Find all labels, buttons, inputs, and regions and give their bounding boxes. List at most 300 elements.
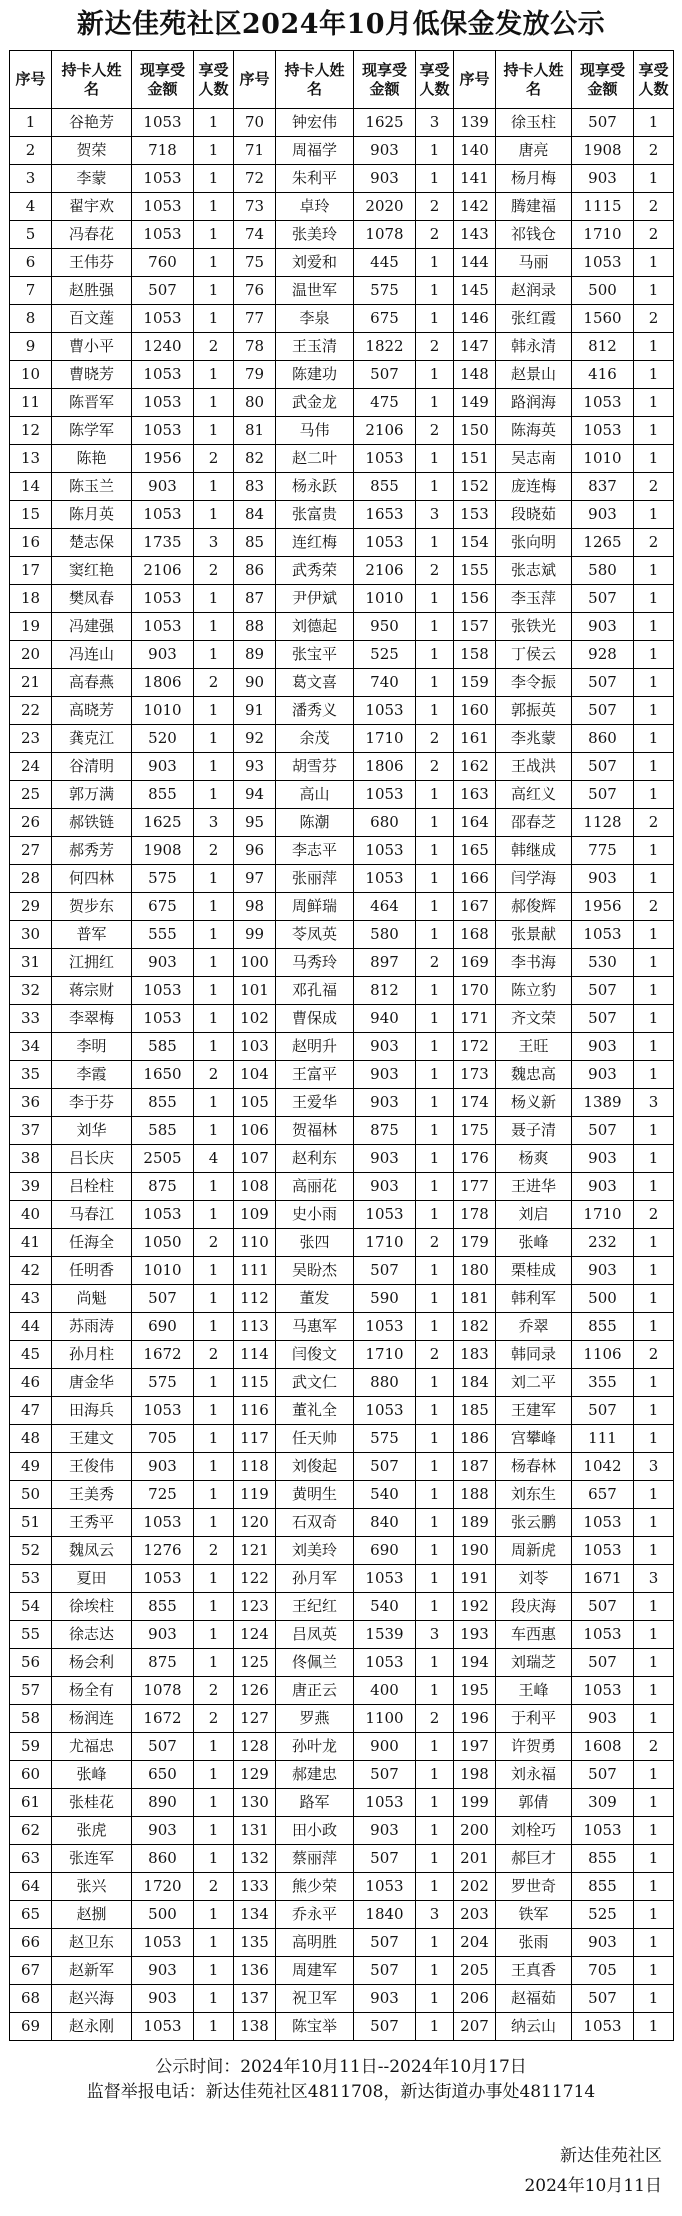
holder-name-cell: 武秀荣 bbox=[276, 557, 354, 585]
amount-cell: 855 bbox=[132, 781, 194, 809]
amount-cell: 1053 bbox=[354, 697, 416, 725]
amount-cell: 540 bbox=[354, 1481, 416, 1509]
persons-cell: 2 bbox=[634, 809, 674, 837]
holder-name-cell: 葛文喜 bbox=[276, 669, 354, 697]
persons-cell: 1 bbox=[634, 1761, 674, 1789]
table-row bbox=[10, 1453, 674, 1481]
holder-name-cell: 潘秀义 bbox=[276, 697, 354, 725]
amount-cell: 900 bbox=[354, 1733, 416, 1761]
table-row bbox=[10, 1537, 674, 1565]
serial-cell: 54 bbox=[10, 1593, 52, 1621]
serial-cell: 111 bbox=[234, 1257, 276, 1285]
holder-name-cell: 吕长庆 bbox=[52, 1145, 132, 1173]
table-row bbox=[10, 1257, 674, 1285]
holder-name-cell: 韩同录 bbox=[496, 1341, 572, 1369]
serial-cell: 182 bbox=[454, 1313, 496, 1341]
amount-cell: 507 bbox=[572, 753, 634, 781]
serial-cell: 162 bbox=[454, 753, 496, 781]
holder-name-cell: 庞连梅 bbox=[496, 473, 572, 501]
holder-name-cell: 苓凤英 bbox=[276, 921, 354, 949]
serial-cell: 160 bbox=[454, 697, 496, 725]
table-body bbox=[10, 109, 674, 2041]
holder-name-cell: 陈宝举 bbox=[276, 2013, 354, 2041]
amount-cell: 1053 bbox=[132, 165, 194, 193]
amount-cell: 903 bbox=[132, 949, 194, 977]
table-row bbox=[10, 1733, 674, 1761]
persons-cell: 1 bbox=[416, 1033, 454, 1061]
holder-name-cell: 李玉萍 bbox=[496, 585, 572, 613]
persons-cell: 1 bbox=[194, 137, 234, 165]
serial-cell: 39 bbox=[10, 1173, 52, 1201]
persons-cell: 1 bbox=[634, 333, 674, 361]
amount-cell: 464 bbox=[354, 893, 416, 921]
serial-cell: 186 bbox=[454, 1425, 496, 1453]
serial-cell: 32 bbox=[10, 977, 52, 1005]
holder-name-cell: 曹小平 bbox=[52, 333, 132, 361]
amount-cell: 500 bbox=[132, 1901, 194, 1929]
table-row bbox=[10, 1089, 674, 1117]
holder-name-cell: 陈立豹 bbox=[496, 977, 572, 1005]
amount-cell: 2106 bbox=[354, 417, 416, 445]
holder-name-cell: 郭振英 bbox=[496, 697, 572, 725]
amount-cell: 111 bbox=[572, 1425, 634, 1453]
notice-block bbox=[0, 2055, 682, 2105]
persons-cell: 1 bbox=[634, 1901, 674, 1929]
persons-cell: 1 bbox=[194, 641, 234, 669]
serial-cell: 144 bbox=[454, 249, 496, 277]
table-row bbox=[10, 249, 674, 277]
table-row bbox=[10, 1985, 674, 2013]
persons-cell: 2 bbox=[416, 1229, 454, 1257]
persons-cell: 1 bbox=[416, 1117, 454, 1145]
holder-name-cell: 张志斌 bbox=[496, 557, 572, 585]
amount-cell: 445 bbox=[354, 249, 416, 277]
persons-cell: 1 bbox=[194, 1761, 234, 1789]
amount-cell: 1053 bbox=[132, 501, 194, 529]
holder-name-cell: 何四林 bbox=[52, 865, 132, 893]
persons-cell: 1 bbox=[416, 809, 454, 837]
amount-cell: 718 bbox=[132, 137, 194, 165]
amount-cell: 540 bbox=[354, 1593, 416, 1621]
holder-name-cell: 孙月军 bbox=[276, 1565, 354, 1593]
amount-cell: 580 bbox=[572, 557, 634, 585]
header-serial: 序号 bbox=[454, 51, 496, 109]
holder-name-cell: 武金龙 bbox=[276, 389, 354, 417]
serial-cell: 127 bbox=[234, 1705, 276, 1733]
persons-cell: 1 bbox=[194, 585, 234, 613]
holder-name-cell: 张富贵 bbox=[276, 501, 354, 529]
holder-name-cell: 谷清明 bbox=[52, 753, 132, 781]
amount-cell: 1710 bbox=[354, 1229, 416, 1257]
amount-cell: 860 bbox=[132, 1845, 194, 1873]
persons-cell: 1 bbox=[416, 865, 454, 893]
amount-cell: 875 bbox=[354, 1117, 416, 1145]
amount-cell: 585 bbox=[132, 1117, 194, 1145]
holder-name-cell: 高红义 bbox=[496, 781, 572, 809]
table-row bbox=[10, 1173, 674, 1201]
serial-cell: 43 bbox=[10, 1285, 52, 1313]
amount-cell: 400 bbox=[354, 1677, 416, 1705]
amount-cell: 903 bbox=[132, 473, 194, 501]
amount-cell: 1625 bbox=[132, 809, 194, 837]
holder-name-cell: 李书海 bbox=[496, 949, 572, 977]
holder-name-cell: 李蒙 bbox=[52, 165, 132, 193]
holder-name-cell: 董礼全 bbox=[276, 1397, 354, 1425]
table-row bbox=[10, 333, 674, 361]
persons-cell: 1 bbox=[416, 1453, 454, 1481]
persons-cell: 1 bbox=[416, 1845, 454, 1873]
amount-cell: 1053 bbox=[132, 613, 194, 641]
holder-name-cell: 刘德起 bbox=[276, 613, 354, 641]
serial-cell: 23 bbox=[10, 725, 52, 753]
persons-cell: 1 bbox=[634, 725, 674, 753]
amount-cell: 1053 bbox=[132, 1565, 194, 1593]
amount-cell: 1822 bbox=[354, 333, 416, 361]
persons-cell: 1 bbox=[634, 641, 674, 669]
amount-cell: 950 bbox=[354, 613, 416, 641]
amount-cell: 880 bbox=[354, 1369, 416, 1397]
holder-name-cell: 唐金华 bbox=[52, 1369, 132, 1397]
serial-cell: 41 bbox=[10, 1229, 52, 1257]
amount-cell: 507 bbox=[572, 1985, 634, 2013]
persons-cell: 2 bbox=[634, 221, 674, 249]
holder-name-cell: 李泉 bbox=[276, 305, 354, 333]
hotline-text: 监督举报电话：新达佳苑社区4811708，新达街道办事处4811714 bbox=[86, 2082, 596, 2102]
persons-cell: 1 bbox=[194, 2013, 234, 2041]
serial-cell: 81 bbox=[234, 417, 276, 445]
amount-cell: 507 bbox=[572, 669, 634, 697]
serial-cell: 171 bbox=[454, 1005, 496, 1033]
persons-cell: 1 bbox=[634, 361, 674, 389]
amount-cell: 580 bbox=[354, 921, 416, 949]
holder-name-cell: 郭倩 bbox=[496, 1789, 572, 1817]
holder-name-cell: 王玉清 bbox=[276, 333, 354, 361]
table-row bbox=[10, 1033, 674, 1061]
table-row bbox=[10, 1845, 674, 1873]
serial-cell: 67 bbox=[10, 1957, 52, 1985]
serial-cell: 165 bbox=[454, 837, 496, 865]
holder-name-cell: 杨全有 bbox=[52, 1677, 132, 1705]
serial-cell: 106 bbox=[234, 1117, 276, 1145]
persons-cell: 1 bbox=[634, 1649, 674, 1677]
amount-cell: 355 bbox=[572, 1369, 634, 1397]
persons-cell: 1 bbox=[194, 613, 234, 641]
holder-name-cell: 杨春林 bbox=[496, 1453, 572, 1481]
table-row bbox=[10, 1313, 674, 1341]
signature-block bbox=[0, 2141, 682, 2201]
amount-cell: 1840 bbox=[354, 1901, 416, 1929]
persons-cell: 2 bbox=[194, 1061, 234, 1089]
holder-name-cell: 刘东生 bbox=[496, 1481, 572, 1509]
serial-cell: 99 bbox=[234, 921, 276, 949]
amount-cell: 903 bbox=[572, 1257, 634, 1285]
serial-cell: 145 bbox=[454, 277, 496, 305]
persons-cell: 1 bbox=[194, 1201, 234, 1229]
amount-cell: 903 bbox=[572, 1145, 634, 1173]
serial-cell: 176 bbox=[454, 1145, 496, 1173]
serial-cell: 183 bbox=[454, 1341, 496, 1369]
holder-name-cell: 徐玉柱 bbox=[496, 109, 572, 137]
header-amount: 现享受金额 bbox=[132, 51, 194, 109]
holder-name-cell: 陈建功 bbox=[276, 361, 354, 389]
amount-cell: 903 bbox=[132, 1621, 194, 1649]
holder-name-cell: 张向明 bbox=[496, 529, 572, 557]
serial-cell: 76 bbox=[234, 277, 276, 305]
amount-cell: 903 bbox=[132, 1453, 194, 1481]
serial-cell: 121 bbox=[234, 1537, 276, 1565]
serial-cell: 96 bbox=[234, 837, 276, 865]
persons-cell: 1 bbox=[194, 1957, 234, 1985]
serial-cell: 181 bbox=[454, 1285, 496, 1313]
persons-cell: 1 bbox=[194, 109, 234, 137]
table-row bbox=[10, 305, 674, 333]
holder-name-cell: 张红霞 bbox=[496, 305, 572, 333]
amount-cell: 1053 bbox=[572, 389, 634, 417]
persons-cell: 2 bbox=[194, 445, 234, 473]
persons-cell: 1 bbox=[634, 977, 674, 1005]
amount-cell: 1053 bbox=[132, 1201, 194, 1229]
serial-cell: 132 bbox=[234, 1845, 276, 1873]
holder-name-cell: 尹伊斌 bbox=[276, 585, 354, 613]
holder-name-cell: 陈海英 bbox=[496, 417, 572, 445]
table-row bbox=[10, 501, 674, 529]
serial-cell: 45 bbox=[10, 1341, 52, 1369]
persons-cell: 1 bbox=[416, 1481, 454, 1509]
serial-cell: 92 bbox=[234, 725, 276, 753]
serial-cell: 97 bbox=[234, 865, 276, 893]
table-row bbox=[10, 277, 674, 305]
amount-cell: 903 bbox=[354, 1061, 416, 1089]
amount-cell: 890 bbox=[132, 1789, 194, 1817]
amount-cell: 507 bbox=[132, 277, 194, 305]
persons-cell: 1 bbox=[416, 249, 454, 277]
persons-cell: 1 bbox=[194, 865, 234, 893]
amount-cell: 530 bbox=[572, 949, 634, 977]
serial-cell: 82 bbox=[234, 445, 276, 473]
serial-cell: 201 bbox=[454, 1845, 496, 1873]
serial-cell: 75 bbox=[234, 249, 276, 277]
amount-cell: 507 bbox=[354, 2013, 416, 2041]
header-holder-name: 持卡人姓名 bbox=[496, 51, 572, 109]
amount-cell: 903 bbox=[572, 1705, 634, 1733]
serial-cell: 124 bbox=[234, 1621, 276, 1649]
serial-cell: 114 bbox=[234, 1341, 276, 1369]
persons-cell: 1 bbox=[416, 1509, 454, 1537]
serial-cell: 33 bbox=[10, 1005, 52, 1033]
amount-cell: 903 bbox=[132, 753, 194, 781]
table-row bbox=[10, 725, 674, 753]
holder-name-cell: 马春江 bbox=[52, 1201, 132, 1229]
amount-cell: 1053 bbox=[132, 221, 194, 249]
amount-cell: 1053 bbox=[572, 1509, 634, 1537]
holder-name-cell: 杨爽 bbox=[496, 1145, 572, 1173]
amount-cell: 555 bbox=[132, 921, 194, 949]
serial-cell: 64 bbox=[10, 1873, 52, 1901]
amount-cell: 903 bbox=[354, 1033, 416, 1061]
persons-cell: 3 bbox=[634, 1453, 674, 1481]
table-row bbox=[10, 1593, 674, 1621]
holder-name-cell: 张峰 bbox=[496, 1229, 572, 1257]
serial-cell: 175 bbox=[454, 1117, 496, 1145]
persons-cell: 1 bbox=[194, 221, 234, 249]
amount-cell: 903 bbox=[354, 137, 416, 165]
holder-name-cell: 孙叶龙 bbox=[276, 1733, 354, 1761]
serial-cell: 131 bbox=[234, 1817, 276, 1845]
table-row bbox=[10, 473, 674, 501]
amount-cell: 1653 bbox=[354, 501, 416, 529]
persons-cell: 1 bbox=[194, 361, 234, 389]
persons-cell: 1 bbox=[194, 473, 234, 501]
persons-cell: 1 bbox=[634, 389, 674, 417]
persons-cell: 1 bbox=[194, 1817, 234, 1845]
serial-cell: 95 bbox=[234, 809, 276, 837]
holder-name-cell: 王美秀 bbox=[52, 1481, 132, 1509]
amount-cell: 1053 bbox=[132, 1929, 194, 1957]
holder-name-cell: 周建军 bbox=[276, 1957, 354, 1985]
persons-cell: 1 bbox=[634, 1145, 674, 1173]
serial-cell: 122 bbox=[234, 1565, 276, 1593]
persons-cell: 1 bbox=[194, 1285, 234, 1313]
amount-cell: 416 bbox=[572, 361, 634, 389]
persons-cell: 1 bbox=[194, 1033, 234, 1061]
holder-name-cell: 尚魁 bbox=[52, 1285, 132, 1313]
persons-cell: 1 bbox=[416, 837, 454, 865]
table-row bbox=[10, 1649, 674, 1677]
persons-cell: 1 bbox=[416, 277, 454, 305]
persons-cell: 1 bbox=[194, 725, 234, 753]
serial-cell: 65 bbox=[10, 1901, 52, 1929]
persons-cell: 1 bbox=[416, 669, 454, 697]
persons-cell: 1 bbox=[634, 949, 674, 977]
amount-cell: 1710 bbox=[572, 1201, 634, 1229]
holder-name-cell: 高丽花 bbox=[276, 1173, 354, 1201]
serial-cell: 90 bbox=[234, 669, 276, 697]
serial-cell: 173 bbox=[454, 1061, 496, 1089]
persons-cell: 2 bbox=[194, 1873, 234, 1901]
persons-cell: 1 bbox=[634, 1677, 674, 1705]
holder-name-cell: 王爱华 bbox=[276, 1089, 354, 1117]
amount-cell: 675 bbox=[354, 305, 416, 333]
persons-cell: 1 bbox=[416, 585, 454, 613]
persons-cell: 3 bbox=[634, 1565, 674, 1593]
holder-name-cell: 吕栓柱 bbox=[52, 1173, 132, 1201]
persons-cell: 1 bbox=[634, 1481, 674, 1509]
persons-cell: 1 bbox=[634, 109, 674, 137]
persons-cell: 1 bbox=[634, 1789, 674, 1817]
persons-cell: 4 bbox=[194, 1145, 234, 1173]
table-row bbox=[10, 109, 674, 137]
persons-cell: 1 bbox=[194, 249, 234, 277]
table-row bbox=[10, 389, 674, 417]
amount-cell: 507 bbox=[572, 1397, 634, 1425]
amount-cell: 1053 bbox=[354, 865, 416, 893]
persons-cell: 2 bbox=[416, 725, 454, 753]
amount-cell: 675 bbox=[132, 893, 194, 921]
serial-cell: 164 bbox=[454, 809, 496, 837]
amount-cell: 507 bbox=[354, 1761, 416, 1789]
amount-cell: 575 bbox=[132, 865, 194, 893]
serial-cell: 191 bbox=[454, 1565, 496, 1593]
header-holder-name: 持卡人姓名 bbox=[52, 51, 132, 109]
persons-cell: 1 bbox=[194, 1845, 234, 1873]
persons-cell: 1 bbox=[416, 1145, 454, 1173]
holder-name-cell: 刘启 bbox=[496, 1201, 572, 1229]
holder-name-cell: 张连军 bbox=[52, 1845, 132, 1873]
serial-cell: 40 bbox=[10, 1201, 52, 1229]
persons-cell: 1 bbox=[194, 1593, 234, 1621]
holder-name-cell: 翟宇欢 bbox=[52, 193, 132, 221]
holder-name-cell: 马惠军 bbox=[276, 1313, 354, 1341]
holder-name-cell: 曹晓芳 bbox=[52, 361, 132, 389]
table-row bbox=[10, 977, 674, 1005]
persons-cell: 1 bbox=[416, 1089, 454, 1117]
holder-name-cell: 熊少荣 bbox=[276, 1873, 354, 1901]
amount-cell: 1010 bbox=[132, 697, 194, 725]
serial-cell: 31 bbox=[10, 949, 52, 977]
holder-name-cell: 张铁光 bbox=[496, 613, 572, 641]
holder-name-cell: 罗世奇 bbox=[496, 1873, 572, 1901]
serial-cell: 195 bbox=[454, 1677, 496, 1705]
holder-name-cell: 王战洪 bbox=[496, 753, 572, 781]
serial-cell: 170 bbox=[454, 977, 496, 1005]
serial-cell: 130 bbox=[234, 1789, 276, 1817]
table-row bbox=[10, 165, 674, 193]
amount-cell: 507 bbox=[354, 1257, 416, 1285]
serial-cell: 78 bbox=[234, 333, 276, 361]
amount-cell: 812 bbox=[354, 977, 416, 1005]
holder-name-cell: 闫俊文 bbox=[276, 1341, 354, 1369]
serial-cell: 169 bbox=[454, 949, 496, 977]
persons-cell: 1 bbox=[194, 1369, 234, 1397]
persons-cell: 1 bbox=[634, 417, 674, 445]
persons-cell: 3 bbox=[416, 109, 454, 137]
holder-name-cell: 赵新军 bbox=[52, 1957, 132, 1985]
persons-cell: 1 bbox=[416, 1537, 454, 1565]
amount-cell: 855 bbox=[132, 1089, 194, 1117]
serial-cell: 198 bbox=[454, 1761, 496, 1789]
serial-cell: 61 bbox=[10, 1789, 52, 1817]
table-row bbox=[10, 1677, 674, 1705]
holder-name-cell: 李于芬 bbox=[52, 1089, 132, 1117]
holder-name-cell: 祝卫军 bbox=[276, 1985, 354, 2013]
amount-cell: 837 bbox=[572, 473, 634, 501]
serial-cell: 22 bbox=[10, 697, 52, 725]
holder-name-cell: 谷艳芳 bbox=[52, 109, 132, 137]
table-row bbox=[10, 1145, 674, 1173]
amount-cell: 1053 bbox=[132, 361, 194, 389]
serial-cell: 142 bbox=[454, 193, 496, 221]
holder-name-cell: 贺荣 bbox=[52, 137, 132, 165]
serial-cell: 126 bbox=[234, 1677, 276, 1705]
serial-cell: 166 bbox=[454, 865, 496, 893]
holder-name-cell: 任天帅 bbox=[276, 1425, 354, 1453]
amount-cell: 2106 bbox=[354, 557, 416, 585]
persons-cell: 1 bbox=[194, 949, 234, 977]
persons-cell: 1 bbox=[416, 2013, 454, 2041]
persons-cell: 1 bbox=[194, 1453, 234, 1481]
serial-cell: 52 bbox=[10, 1537, 52, 1565]
persons-cell: 1 bbox=[634, 1173, 674, 1201]
serial-cell: 77 bbox=[234, 305, 276, 333]
serial-cell: 14 bbox=[10, 473, 52, 501]
holder-name-cell: 胡雪芬 bbox=[276, 753, 354, 781]
amount-cell: 1053 bbox=[572, 1537, 634, 1565]
persons-cell: 1 bbox=[194, 305, 234, 333]
holder-name-cell: 刘俊起 bbox=[276, 1453, 354, 1481]
persons-cell: 3 bbox=[194, 529, 234, 557]
header-row bbox=[10, 51, 674, 109]
holder-name-cell: 车西惠 bbox=[496, 1621, 572, 1649]
